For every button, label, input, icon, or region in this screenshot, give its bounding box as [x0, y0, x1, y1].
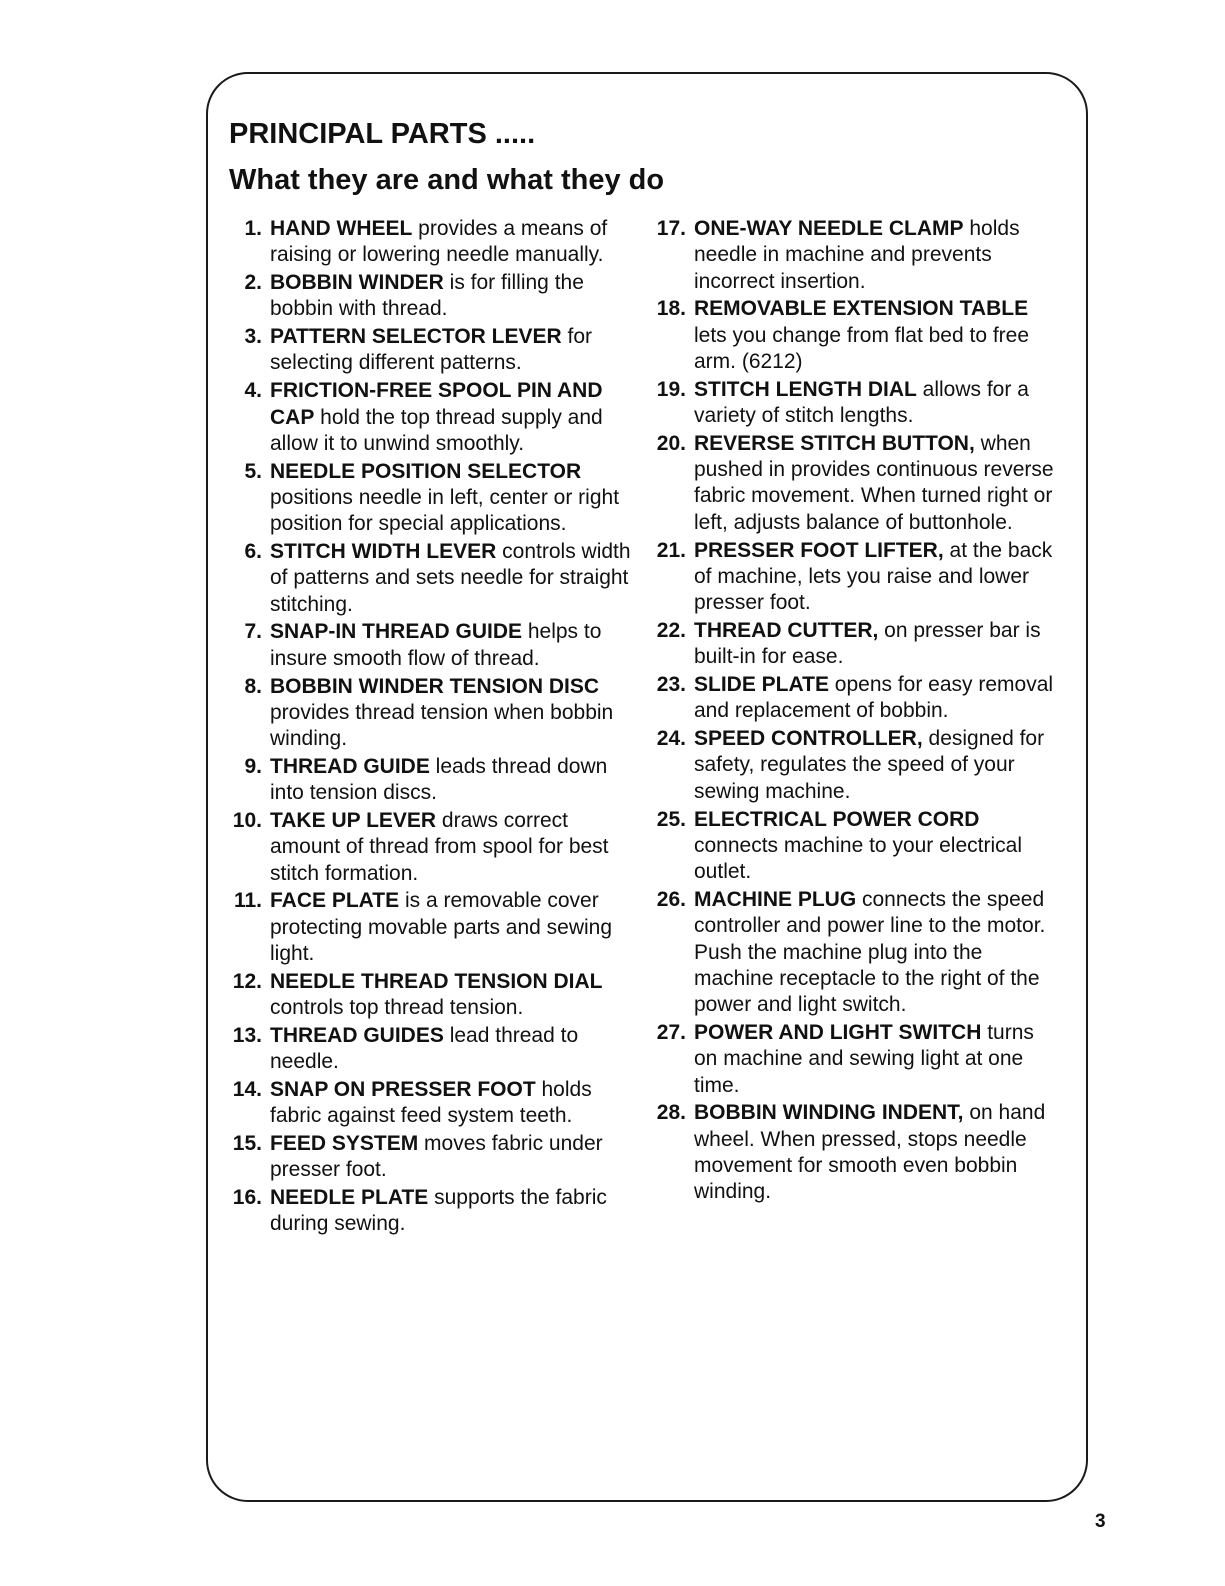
- item-number: 4.: [244, 379, 262, 403]
- list-item: [646, 887, 1056, 1018]
- part-description: holds needle in machine and prevents incorrect insertion.: [694, 217, 1020, 293]
- item-number: 10.: [232, 809, 262, 833]
- part-name: ELECTRICAL POWER CORD: [694, 807, 980, 831]
- list-item: [222, 754, 632, 807]
- list-item: [222, 619, 632, 672]
- part-name: SLIDE PLATE: [694, 673, 829, 697]
- list-item: [222, 324, 632, 377]
- item-number: 26.: [656, 887, 686, 911]
- part-description: turns on machine and sewing light at one time.: [694, 1020, 1034, 1097]
- list-item: [646, 618, 1056, 671]
- page-title: PRINCIPAL PARTS .....: [229, 118, 536, 150]
- part-description: provides a means of raising or lowering needle manually.: [270, 217, 608, 267]
- part-name: FRICTION-FREE SPOOL PIN AND CAP: [270, 379, 603, 429]
- part-description: opens for easy removal and replacement of bobbin.: [694, 673, 1054, 723]
- item-number: 11.: [233, 889, 262, 913]
- item-number: 5.: [244, 459, 262, 483]
- list-item: [646, 431, 1056, 536]
- part-name: SNAP ON PRESSER FOOT: [270, 1078, 536, 1101]
- part-description: lets you change from flat bed to free arm. (6212): [694, 323, 1030, 373]
- part-description: helps to insure smooth flow of thread.: [270, 620, 602, 670]
- list-item: [222, 459, 632, 538]
- part-description: lead thread to needle.: [270, 1023, 579, 1074]
- item-number: 18.: [656, 297, 686, 321]
- part-name: MACHINE PLUG: [694, 887, 857, 911]
- list-item: [222, 216, 632, 269]
- part-name: NEEDLE POSITION SELECTOR: [270, 459, 582, 483]
- item-number: 27.: [656, 1020, 686, 1044]
- part-name: NEEDLE THREAD TENSION DIAL: [270, 969, 603, 993]
- part-description: at the back of machine, lets you raise and lower presser foot.: [694, 538, 1053, 615]
- item-number: 24.: [656, 727, 686, 751]
- item-number: 28.: [656, 1101, 686, 1125]
- list-item: [646, 726, 1056, 805]
- part-description: connects machine to your electrical outlet.: [694, 833, 1022, 884]
- part-description: on presser bar is built-in for ease.: [694, 618, 1041, 669]
- item-number: 16.: [232, 1186, 262, 1210]
- part-name: HAND WHEEL: [270, 217, 413, 240]
- part-description: for selecting different patterns.: [270, 325, 593, 375]
- list-item: [222, 674, 632, 753]
- item-number: 3.: [244, 325, 262, 349]
- item-number: 17.: [656, 217, 686, 240]
- part-name: PATTERN SELECTOR LEVER: [270, 325, 562, 349]
- list-item: [222, 1185, 632, 1238]
- part-name: REMOVABLE EXTENSION TABLE: [694, 297, 1029, 321]
- list-item: [646, 538, 1056, 617]
- item-number: 1.: [244, 217, 262, 240]
- part-name: STITCH LENGTH DIAL: [694, 377, 917, 401]
- part-description: controls width of patterns and sets needle for straight stitching.: [270, 540, 631, 616]
- list-item: [222, 539, 632, 618]
- list-item: [222, 969, 632, 1022]
- item-number: 23.: [656, 673, 686, 697]
- part-description: allows for a variety of stitch lengths.: [694, 377, 1029, 428]
- part-description: positions needle in left, center or right position for special applications.: [270, 485, 620, 536]
- part-description: is a removable cover protecting movable parts and sewing light.: [270, 889, 613, 966]
- item-number: 14.: [232, 1078, 262, 1101]
- item-number: 15.: [232, 1132, 262, 1156]
- part-description: designed for safety, regulates the speed of your sewing machine.: [694, 727, 1045, 803]
- parts-list-left: [222, 216, 632, 1239]
- part-name: THREAD GUIDES: [270, 1023, 444, 1047]
- part-name: STITCH WIDTH LEVER: [270, 540, 497, 564]
- part-name: TAKE UP LEVER: [270, 809, 437, 833]
- item-number: 6.: [244, 540, 262, 564]
- item-number: 25.: [656, 807, 686, 831]
- page-number: 3: [1095, 1511, 1106, 1532]
- part-name: SNAP-IN THREAD GUIDE: [270, 620, 523, 644]
- part-description: provides thread tension when bobbin winding.: [270, 700, 614, 751]
- list-item: [646, 296, 1056, 375]
- part-name: BOBBIN WINDER TENSION DISC: [270, 674, 600, 698]
- page-subtitle: What they are and what they do: [229, 164, 665, 196]
- item-number: 12.: [232, 969, 262, 993]
- list-item: [646, 377, 1056, 430]
- item-number: 8.: [244, 674, 262, 698]
- part-description: draws correct amount of thread from spool for best stitch formation.: [270, 809, 609, 885]
- list-item: [222, 888, 632, 967]
- item-number: 13.: [232, 1023, 262, 1047]
- list-item: [646, 1100, 1056, 1205]
- part-name: FACE PLATE: [270, 889, 400, 913]
- part-description: hold the top thread supply and allow it to unwind smoothly.: [270, 405, 603, 455]
- list-item: [222, 1023, 632, 1076]
- part-name: THREAD CUTTER,: [694, 618, 879, 642]
- part-name: NEEDLE PLATE: [270, 1186, 429, 1210]
- item-number: 21.: [656, 538, 686, 562]
- part-description: on hand wheel. When pressed, stops needle movement for smooth even bobbin winding.: [694, 1101, 1046, 1204]
- part-description: is for filling the bobbin with thread.: [270, 271, 584, 321]
- part-name: ONE-WAY NEEDLE CLAMP: [694, 217, 964, 240]
- item-number: 20.: [656, 431, 686, 455]
- list-item: [646, 807, 1056, 886]
- list-item: [222, 1077, 632, 1130]
- part-description: controls top thread tension.: [270, 996, 524, 1020]
- part-name: POWER AND LIGHT SWITCH: [694, 1020, 982, 1044]
- item-number: 22.: [656, 618, 686, 642]
- part-description: supports the fabric during sewing.: [270, 1186, 607, 1236]
- part-name: FEED SYSTEM: [270, 1132, 419, 1156]
- part-name: BOBBIN WINDING INDENT,: [694, 1101, 964, 1125]
- part-description: moves fabric under presser foot.: [270, 1132, 603, 1182]
- part-name: SPEED CONTROLLER,: [694, 727, 923, 751]
- part-description: connects the speed controller and power line to the motor. Push the machine plug into the machine receptacle to the right of the power and light switch.: [694, 887, 1046, 1017]
- parts-list-right: [646, 216, 1056, 1207]
- part-description: holds fabric against feed system teeth.: [270, 1078, 592, 1128]
- list-item: [222, 808, 632, 887]
- part-name: THREAD GUIDE: [270, 754, 430, 778]
- part-name: PRESSER FOOT LIFTER,: [694, 538, 944, 562]
- list-item: [222, 270, 632, 323]
- part-description: leads thread down into tension discs.: [270, 754, 608, 805]
- list-item: [222, 1131, 632, 1184]
- item-number: 2.: [244, 271, 262, 295]
- list-item: [646, 672, 1056, 725]
- part-name: REVERSE STITCH BUTTON,: [694, 431, 975, 455]
- item-number: 9.: [244, 754, 262, 778]
- item-number: 7.: [244, 620, 262, 644]
- list-item: [222, 378, 632, 457]
- item-number: 19.: [656, 377, 686, 401]
- part-description: when pushed in provides continuous reverse fabric movement. When turned right or left, adjusts balance of buttonhole.: [694, 431, 1054, 534]
- list-item: [646, 1020, 1056, 1099]
- part-name: BOBBIN WINDER: [270, 271, 444, 295]
- list-item: [646, 216, 1056, 295]
